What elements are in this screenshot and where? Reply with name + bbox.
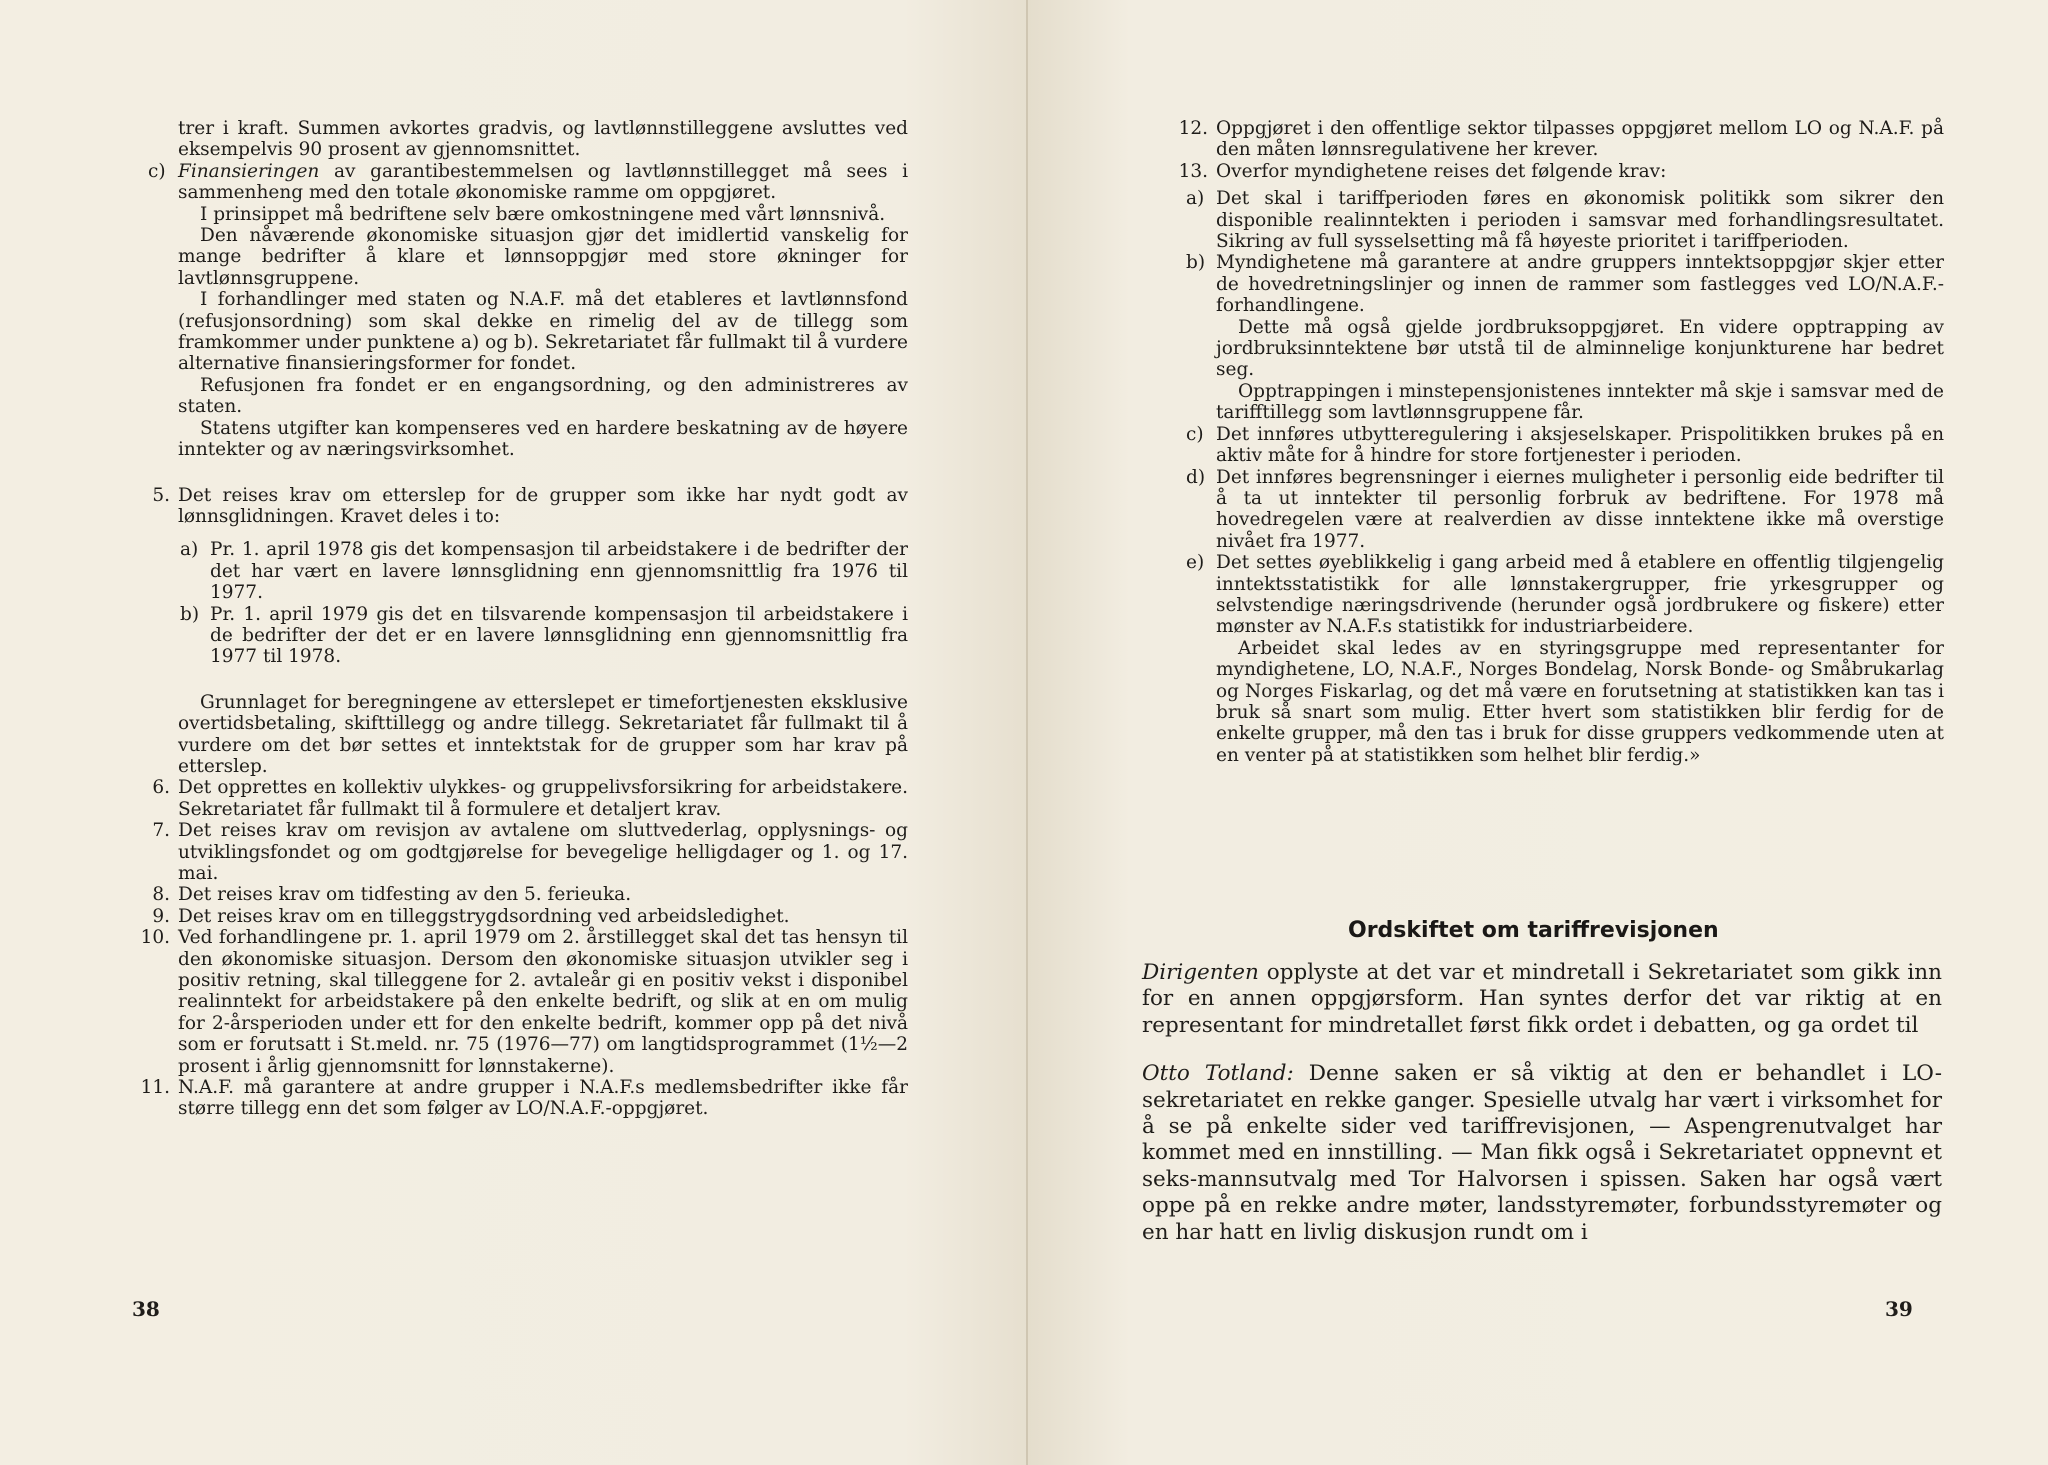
item-number: 8.	[152, 884, 170, 906]
item-number: 5.	[152, 484, 170, 506]
sub-item-b	[1186, 252, 1944, 317]
list-text: av garantibestemmelsen og lavtlønnstillegget må sees i sammenheng med den totale økonomiske ramme om oppgjøret.	[178, 160, 908, 204]
paragraph: I forhandlinger med staten og N.A.F. må det etableres et lavtlønnsfond (refusjonsordning) som skal dekke en rimelig del av de tillegg som framkommer under punktene a) og b). Sekretariatet får fullmakt til å vurdere alternative finansieringsformer for fondet.	[178, 289, 908, 375]
numbered-item-7	[152, 820, 908, 884]
list-label: a)	[1186, 188, 1205, 210]
list-text: Det innføres begrensninger i eiernes muligheter i personlig eide bedrifter til å ta ut inntekter til personlig forbruk av bedriftene. For 1978 må hovedregelen være at realverdien av disse inntektene ikke må overstige nivået fra 1977.	[1216, 466, 1944, 552]
item-text: Det reises krav om revisjon av avtalene om sluttvederlag, opplysnings- og utviklingsfondet og om godtgjørelse for bevegelige helligdager og 1. og 17. mai.	[178, 820, 908, 884]
paragraph	[1142, 960, 1942, 1039]
list-label: b)	[180, 603, 200, 625]
paragraph: Refusjonen fra fondet er en engangsordning, og den administreres av staten.	[178, 374, 908, 418]
paragraph: Statens utgifter kan kompenseres ved en hardere beskatning av de høyere inntekter og av næringsvirksomhet.	[178, 417, 908, 461]
left-page-text	[140, 118, 908, 1120]
item-number: 13.	[1178, 160, 1208, 182]
list-label: b)	[1186, 252, 1206, 274]
item-number: 11.	[140, 1077, 170, 1099]
sub-item-b	[180, 603, 908, 668]
item-number: 12.	[1178, 118, 1208, 139]
list-text: Det settes øyeblikkelig i gang arbeid med å etablere en offentlig tilgjengelig inntektsstatistikk for alle lønnstakergrupper, frie yrkesgrupper og selvstendige næringsdrivende (herunder også jordbrukere og fiskere) etter mønster av N.A.F.s statistikk for industriarbeidere.	[1216, 552, 1944, 638]
item-text: N.A.F. må garantere at andre grupper i N.A.F.s medlemsbedrifter ikke får større tillegg enn det som følger av LO/N.A.F.-oppgjøret.	[178, 1077, 908, 1120]
list-label: e)	[1186, 552, 1205, 574]
paragraph	[1142, 1061, 1942, 1246]
item-text: Overfor myndighetene reises det følgende krav:	[1216, 160, 1667, 182]
paragraph: Opptrappingen i minstepensjonistenes inntekter må skje i samsvar med de tarifftillegg som lavtlønnsgruppene får.	[1216, 380, 1944, 424]
item-text: Det reises krav om etterslep for de grupper som ikke har nydt godt av lønnsglidningen. Kravet deles i to:	[178, 484, 908, 527]
speaker-name: Dirigenten	[1142, 960, 1259, 985]
list-text: Pr. 1. april 1978 gis det kompensasjon til arbeidstakere i de bedrifter der det har vært en lavere lønnsglidning enn gjennomsnittlig fra 1976 til 1977.	[210, 539, 908, 604]
speech-text: opplyste at det var et mindretall i Sekretariatet som gikk inn for en annen oppgjørsform. Han syntes derfor det var riktig at en representant for mindretallet først fikk ordet i debatten, og ga ordet til	[1142, 960, 1942, 1038]
paragraph: I prinsippet må bedriftene selv bære omkostningene med vårt lønnsnivå.	[200, 203, 886, 225]
item-number: 9.	[152, 905, 170, 927]
page-number: 38	[132, 1297, 160, 1321]
speaker-name: Otto Totland:	[1142, 1061, 1294, 1087]
italic-term: Finansieringen	[178, 160, 320, 182]
numbered-item-5	[152, 484, 908, 528]
item-number: 10.	[140, 927, 170, 949]
numbered-item-6	[152, 777, 908, 820]
right-page-list	[1178, 118, 1944, 766]
numbered-item-13	[1178, 160, 1944, 182]
debate-text	[1142, 960, 1942, 1246]
numbered-item-11	[140, 1077, 908, 1120]
paragraph: Grunnlaget for beregningene av etterslepet er timefortjenesten eksklusive overtidsbetaling, skifttillegg og andre tillegg. Sekretariatet får fullmakt til å vurdere om det bør settes et inntektstak for de grupper som har krav på etterslep.	[178, 691, 908, 777]
paragraph: Arbeidet skal ledes av en styringsgruppe med representanter for myndighetene, LO, N.A.F., Norges Bondelag, Norsk Bonde- og Småbrukarlag og Norges Fiskarlag, og det må være en forutsetning at statistikken kan tas i bruk så snart som mulig. Etter hvert som statistikken blir ferdig for de enkelte grupper, må den tas i bruk for disse gruppers vedkommende uten at en venter på at statistikken som helhet blir ferdig.»	[1216, 637, 1944, 766]
item-text: Det opprettes en kollektiv ulykkes- og gruppelivsforsikring for arbeidstakere. Sekretariatet får fullmakt til å formulere et detaljert krav.	[178, 777, 908, 820]
numbered-item-8	[152, 884, 908, 906]
sub-item-a	[180, 539, 908, 604]
list-label: c)	[148, 160, 166, 182]
numbered-item-9	[152, 905, 908, 927]
list-text: Pr. 1. april 1979 gis det en tilsvarende kompensasjon til arbeidstakere i de bedrifter der det er en lavere lønnsglidning enn gjennomsnittlig fra 1977 til 1978.	[210, 603, 908, 668]
item-number: 6.	[152, 777, 170, 799]
paragraph: Den nåværende økonomiske situasjon gjør det imidlertid vanskelig for mange bedrifter å klare et lønnsoppgjør med store økninger for lavtlønnsgruppene.	[178, 225, 908, 289]
section-heading: Ordskiftet om tariffrevisjonen	[1348, 918, 1719, 943]
numbered-item-12	[1178, 118, 1944, 161]
list-item-c	[148, 160, 908, 204]
sub-item-d	[1186, 466, 1944, 553]
item-text: Ved forhandlingene pr. 1. april 1979 om 2. årstillegget skal det tas hensyn til den økonomiske situasjon. Dersom den økonomiske situasjon utvikler seg i positiv retning, skal tilleggene for 2. avtaleår gi en positiv vekst i disponibel realinntekt for arbeidstakere på den enkelte bedrift, og slik at en om mulig for 2-årsperioden under ett for den enkelte bedrift, kommer opp på det nivå som er forutsatt i St.meld. nr. 75 (1976—77) om langtidsprogrammet (1½—2 prosent i årlig gjennomsnitt for lønnstakerne).	[178, 927, 908, 1077]
paragraph: Dette må også gjelde jordbruksoppgjøret. En videre opptrapping av jordbruksinntektene bør utstå til de alminnelige konjunkturene har bedret seg.	[1216, 316, 1944, 381]
list-label: d)	[1186, 466, 1206, 488]
continued-paragraph: trer i kraft. Summen avkortes gradvis, og lavtlønnstilleggene avsluttes ved eksempelvis 90 prosent av gjennomsnittet.	[178, 118, 908, 161]
sub-item-e	[1186, 552, 1944, 638]
item-text: Oppgjøret i den offentlige sektor tilpasses oppgjøret mellom LO og N.A.F. på den måten lønnsregulativene her krever.	[1216, 118, 1944, 161]
sub-item-c	[1186, 423, 1944, 467]
list-text: Det skal i tariffperioden føres en økonomisk politikk som sikrer den disponible realinntekten i perioden i samsvar med forhandlingsresultatet. Sikring av full sysselsetting må få høyeste prioritet i tariffperioden.	[1216, 188, 1944, 253]
item-number: 7.	[152, 820, 170, 842]
item-text: Det reises krav om en tilleggstrygdsordning ved arbeidsledighet.	[178, 905, 790, 927]
list-text: Det innføres utbytteregulering i aksjeselskaper. Prispolitikken brukes på en aktiv måte for å hindre for store fortjenester i perioden.	[1216, 423, 1944, 467]
list-label: c)	[1186, 423, 1204, 445]
numbered-item-10	[140, 927, 908, 1077]
speech-text: Denne saken er så viktig at den er behandlet i LO-sekretariatet en rekke ganger. Spesielle utvalg har vært i virksomhet for å se på enkelte sider ved tariffrevisjonen, — Aspengrenutvalget har kommet med en innstilling. — Man fikk også i Sekretariatet oppnevnt et seks-mannsutvalg med Tor Halvorsen i spissen. Saken har også vært oppe på en rekke andre møter, landsstyremøter, forbundsstyremøter og en har hatt en livlig diskusjon rundt om i	[1142, 1061, 1942, 1245]
list-text: Myndighetene må garantere at andre gruppers inntektsoppgjør skjer etter de hovedretningslinjer og innen de rammer som fastlegges ved LO/N.A.F.-forhandlingene.	[1216, 252, 1944, 317]
item-text: Det reises krav om tidfesting av den 5. ferieuka.	[178, 884, 632, 906]
page-number: 39	[1885, 1297, 1913, 1321]
list-label: a)	[180, 539, 199, 561]
sub-item-a	[1186, 188, 1944, 253]
right-page	[1028, 0, 2048, 1465]
